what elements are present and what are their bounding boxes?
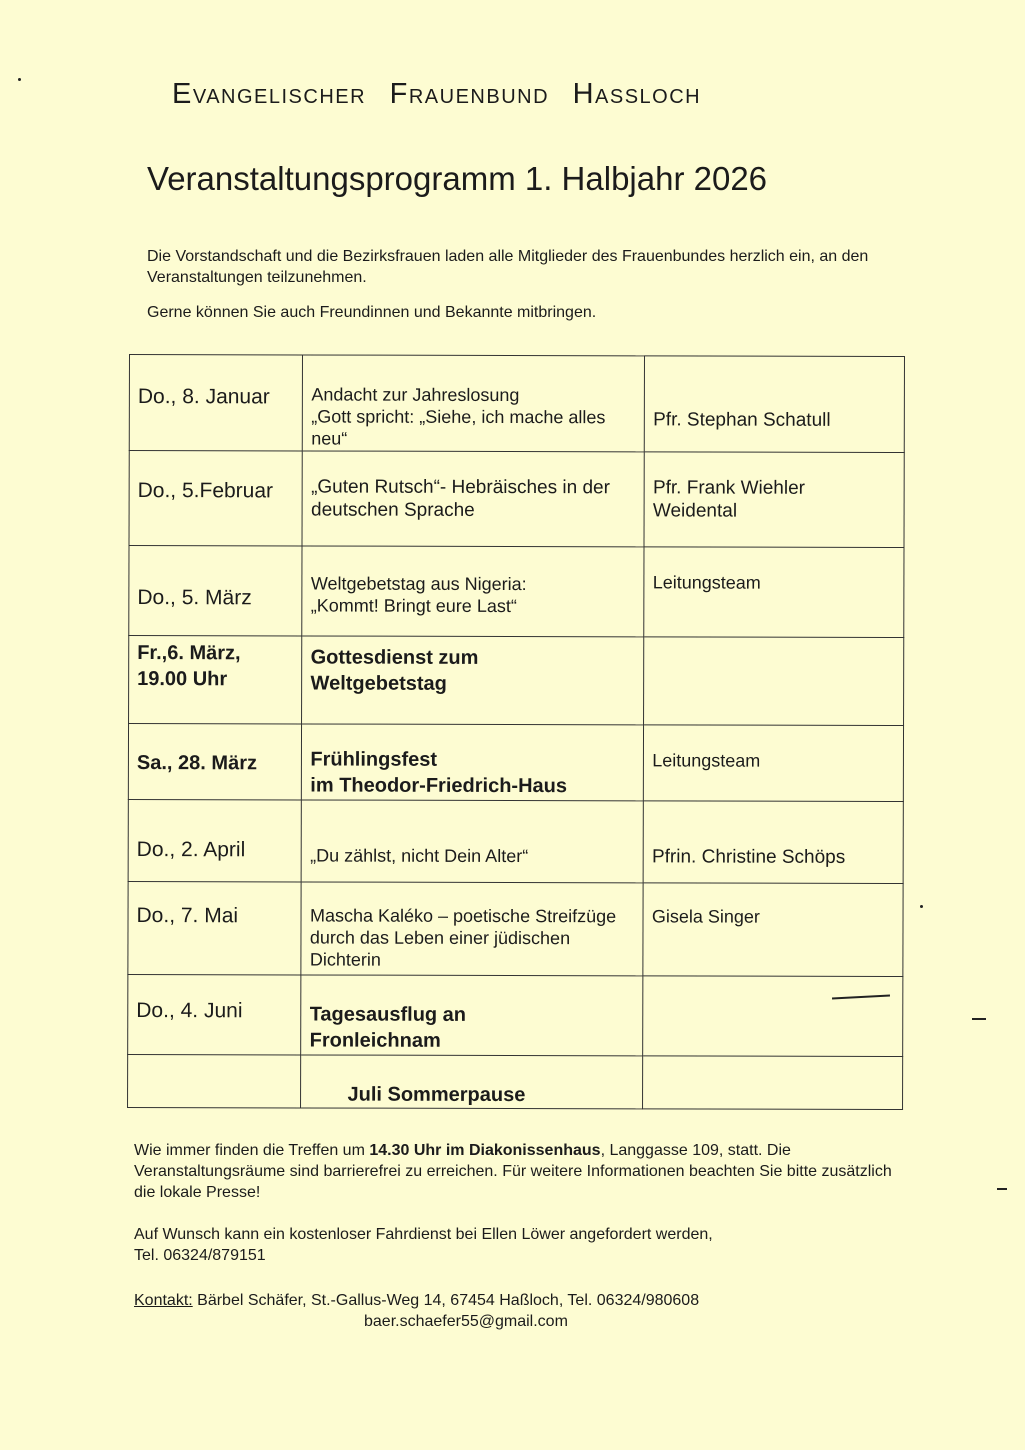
contact-email[interactable]: baer.schaefer55@gmail.com [364,1313,568,1330]
event-title: Juli Sommerpause [347,1083,526,1107]
transport-info [134,1224,914,1266]
scan-mark [920,905,923,908]
event-date: Do., 7. Mai [136,904,239,928]
event-date: Do., 5.Februar [137,479,274,503]
transport-text: Auf Wunsch kann ein kostenloser Fahrdienst bei Ellen Löwer angefordert werden, [134,1226,713,1243]
contact-label: Kontakt: [134,1292,193,1309]
event-row [128,799,903,883]
event-speaker [644,976,903,977]
event-speaker: Pfr. Frank Wiehler Weidental [652,477,806,522]
intro-paragraph: Die Vorstandschaft und die Bezirksfrauen laden alle Mitglieder des Frauenbundes herzlich ein, an den Veranstaltungen teilzunehmen. [147,248,869,286]
event-speaker: Gisela Singer [651,906,760,927]
event-row [128,881,903,976]
event-date: Fr.,6. März, 19.00 Uhr [137,642,241,691]
event-row [129,451,904,548]
organization-title: Evangelischer Frauenbund Hassloch [172,78,702,110]
event-title: Frühlingsfest im Theodor-Friedrich-Haus [310,748,568,798]
event-title: Gottesdienst zum Weltgebetstag [310,646,479,695]
event-speaker: Leitungsteam [652,572,761,593]
event-table [127,354,905,1110]
event-title: Tagesausflug an Fronleichnam [309,1003,467,1052]
event-title: Mascha Kaléko – poetische Streifzüge durch das Leben einer jüdischen Dichterin [309,905,617,970]
scan-mark [997,1188,1007,1190]
transport-phone: Tel. 06324/879151 [134,1247,266,1264]
meeting-info-before: Wie immer finden die Treffen um [134,1142,370,1159]
scan-mark [972,1018,986,1020]
event-title: Weltgebetstag aus Nigeria: „Kommt! Bringt eure Last“ [310,573,527,617]
event-date: Sa., 28. März [136,752,258,775]
event-row [128,1054,903,1109]
event-speaker: Pfr. Stephan Schatull [653,409,831,431]
intro-paragraph-2: Gerne können Sie auch Freundinnen und Bekannte mitbringen. [147,304,597,321]
event-speaker: Pfrin. Christine Schöps [651,846,846,868]
event-title: „Du zählst, nicht Dein Alter“ [310,845,529,867]
event-row [129,546,904,638]
event-speaker: Leitungsteam [652,750,761,771]
event-row [129,355,904,453]
event-speaker [643,1056,902,1057]
event-date: Do., 8. Januar [137,385,270,409]
scan-mark [18,78,21,81]
meeting-info [134,1140,914,1203]
event-row [129,636,904,726]
event-date: Do., 2. April [136,838,246,862]
meeting-info-after: , Langgasse 109, statt. Die Veranstaltungsräume sind barrierefrei zu erreichen. Für weitere Informationen beachten Sie bitte zusätzlich die lokale Presse! [134,1142,892,1201]
event-row [128,974,903,1056]
event-title: „Guten Rutsch“- Hebräisches in der deutschen Sprache [311,476,610,521]
event-date: Do., 4. Juni [136,999,243,1023]
contact-text: Bärbel Schäfer, St.-Gallus-Weg 14, 67454 Haßloch, Tel. 06324/980608 [192,1292,700,1309]
meeting-time-location: 14.30 Uhr im Diakonissenhaus [369,1142,601,1159]
program-subtitle: Veranstaltungsprogramm 1. Halbjahr 2026 [147,160,768,197]
event-date: Do., 5. März [137,586,252,610]
contact-block [134,1290,914,1332]
event-row [128,724,903,802]
event-title: Andacht zur Jahreslosung „Gott spricht: „Siehe, ich mache alles neu“ [311,384,606,449]
event-speaker [645,637,904,638]
